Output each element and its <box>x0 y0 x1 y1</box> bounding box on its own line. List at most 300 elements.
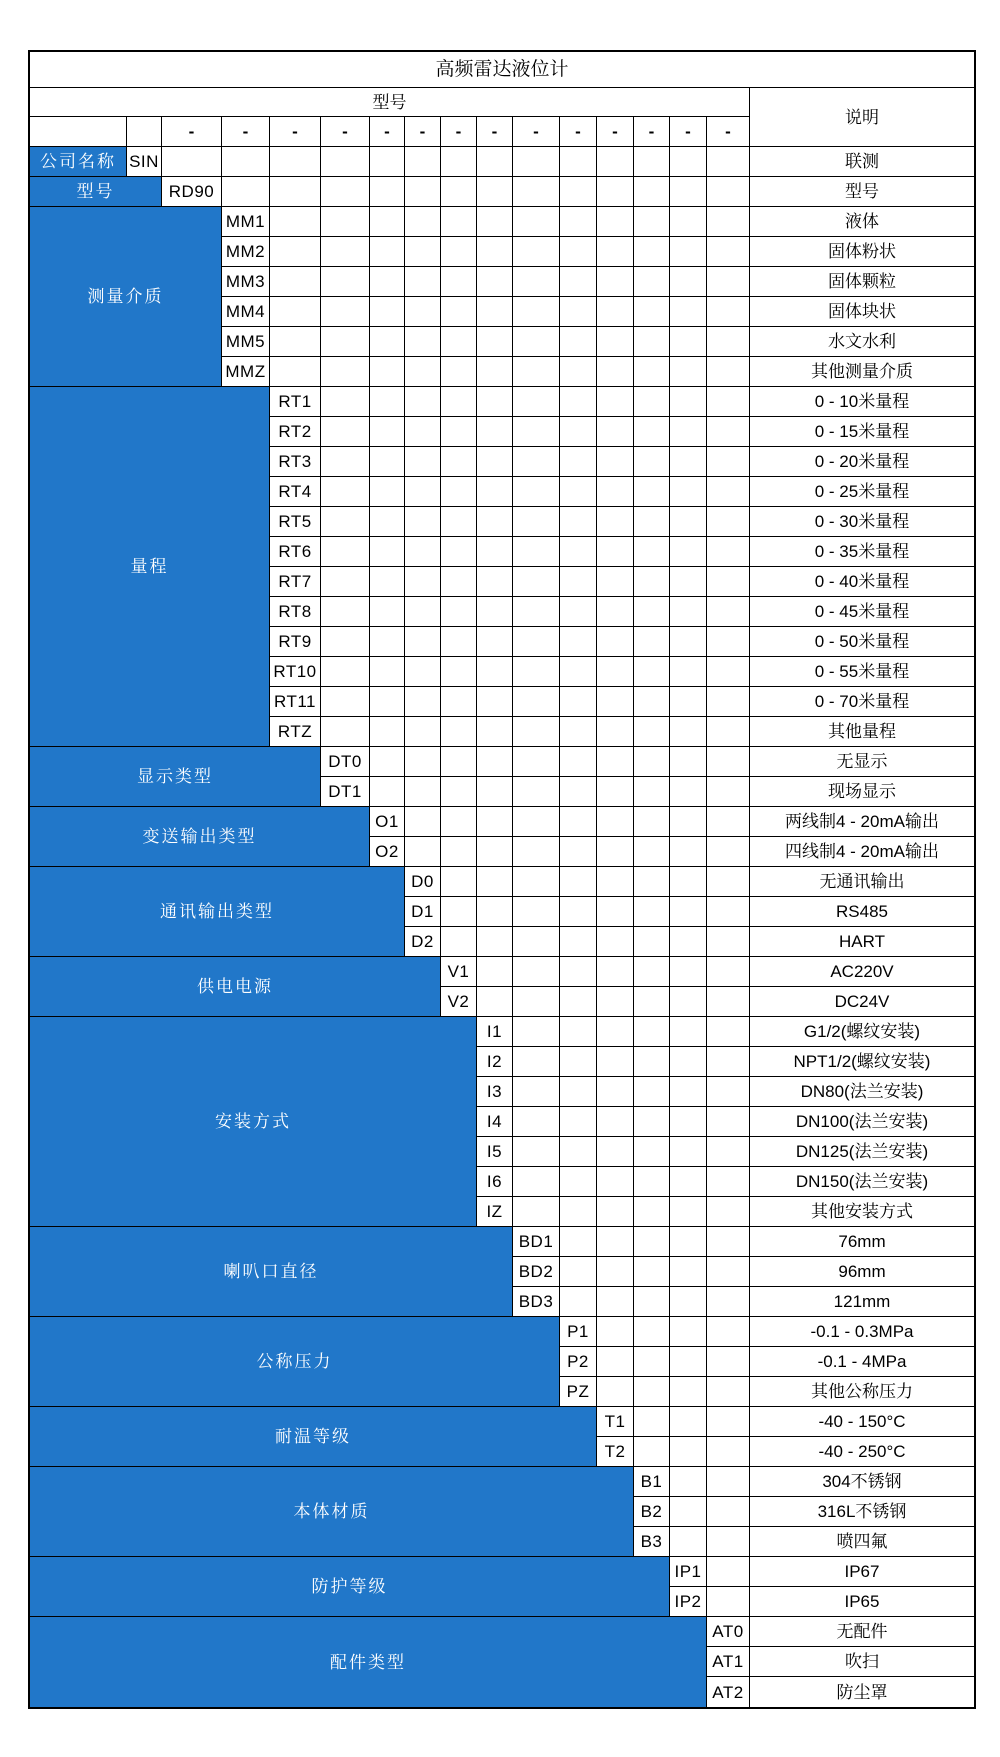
empty-grid-cell <box>560 447 597 477</box>
empty-grid-cell <box>477 717 513 747</box>
empty-grid-cell <box>477 297 513 327</box>
empty-grid-cell <box>477 807 513 837</box>
empty-grid-cell <box>634 1107 670 1137</box>
code-cell-mm1: MM1 <box>222 207 270 237</box>
empty-grid-cell <box>597 417 634 447</box>
empty-grid-cell <box>670 957 707 987</box>
empty-grid-cell <box>670 267 707 297</box>
empty-grid-cell <box>634 837 670 867</box>
empty-grid-cell <box>597 327 634 357</box>
empty-grid-cell <box>670 1047 707 1077</box>
separator-dash-cell: - <box>477 117 513 147</box>
empty-grid-cell <box>560 747 597 777</box>
code-cell-rt9: RT9 <box>270 627 321 657</box>
empty-grid-cell <box>707 1257 750 1287</box>
empty-grid-cell <box>405 417 441 447</box>
empty-grid-cell <box>321 327 370 357</box>
empty-grid-cell <box>441 777 477 807</box>
empty-grid-cell <box>597 927 634 957</box>
empty-grid-cell <box>321 357 370 387</box>
empty-grid-cell <box>321 237 370 267</box>
empty-grid-cell <box>670 1227 707 1257</box>
code-cell-ip2: IP2 <box>670 1587 707 1617</box>
empty-grid-cell <box>441 597 477 627</box>
empty-grid-cell <box>634 297 670 327</box>
section-label-accessory-type: 配件类型 <box>30 1617 707 1707</box>
empty-grid-cell <box>634 207 670 237</box>
empty-grid-cell <box>477 837 513 867</box>
section-label-temperature-rating: 耐温等级 <box>30 1407 597 1467</box>
empty-grid-cell <box>634 1167 670 1197</box>
empty-grid-cell <box>707 717 750 747</box>
code-cell-o1: O1 <box>370 807 405 837</box>
empty-grid-cell <box>707 1347 750 1377</box>
empty-grid-cell <box>634 1197 670 1227</box>
code-cell-rtz: RTZ <box>270 717 321 747</box>
empty-grid-cell <box>513 357 560 387</box>
empty-grid-cell <box>707 237 750 267</box>
empty-grid-cell <box>707 1527 750 1557</box>
code-cell-rt10: RT10 <box>270 657 321 687</box>
empty-grid-cell <box>707 867 750 897</box>
empty-grid-cell <box>321 147 370 177</box>
empty-grid-cell <box>405 657 441 687</box>
empty-grid-cell <box>670 1257 707 1287</box>
empty-grid-cell <box>405 567 441 597</box>
empty-grid-cell <box>634 1137 670 1167</box>
empty-grid-cell <box>441 717 477 747</box>
empty-grid-cell <box>321 597 370 627</box>
empty-grid-cell <box>670 207 707 237</box>
empty-grid-cell <box>670 1497 707 1527</box>
empty-grid-cell <box>370 657 405 687</box>
description-cell: AC220V <box>750 957 974 987</box>
code-cell-i4: I4 <box>477 1107 513 1137</box>
empty-grid-cell <box>441 537 477 567</box>
empty-grid-cell <box>634 387 670 417</box>
empty-grid-cell <box>634 177 670 207</box>
empty-grid-cell <box>597 1017 634 1047</box>
empty-grid-cell <box>707 1227 750 1257</box>
empty-grid-cell <box>634 777 670 807</box>
empty-grid-cell <box>707 1407 750 1437</box>
empty-grid-cell <box>560 1167 597 1197</box>
empty-grid-cell <box>707 567 750 597</box>
empty-grid-cell <box>670 327 707 357</box>
empty-grid-cell <box>513 1107 560 1137</box>
section-label-installation-type: 安装方式 <box>30 1017 477 1227</box>
empty-grid-cell <box>597 837 634 867</box>
empty-grid-cell <box>670 927 707 957</box>
empty-grid-cell <box>370 417 405 447</box>
empty-grid-cell <box>513 267 560 297</box>
empty-grid-cell <box>670 1077 707 1107</box>
empty-grid-cell <box>634 477 670 507</box>
empty-grid-cell <box>707 1557 750 1587</box>
description-cell: 两线制4 - 20mA输出 <box>750 807 974 837</box>
empty-grid-cell <box>670 147 707 177</box>
description-cell: -0.1 - 4MPa <box>750 1347 974 1377</box>
empty-grid-cell <box>405 807 441 837</box>
empty-grid-cell <box>477 957 513 987</box>
code-cell-at0: AT0 <box>707 1617 750 1647</box>
empty-grid-cell <box>597 1287 634 1317</box>
separator-dash-cell: - <box>370 117 405 147</box>
empty-grid-cell <box>560 1017 597 1047</box>
code-cell-p1: P1 <box>560 1317 597 1347</box>
empty-grid-cell <box>560 867 597 897</box>
separator-dash-cell: - <box>513 117 560 147</box>
empty-grid-cell <box>670 1107 707 1137</box>
empty-grid-cell <box>405 507 441 537</box>
description-cell: 304不锈钢 <box>750 1467 974 1497</box>
empty-grid-cell <box>321 267 370 297</box>
empty-grid-cell <box>560 1257 597 1287</box>
empty-grid-cell <box>560 1287 597 1317</box>
empty-grid-cell <box>670 1197 707 1227</box>
empty-grid-cell <box>597 567 634 597</box>
empty-grid-cell <box>670 987 707 1017</box>
empty-grid-cell <box>670 297 707 327</box>
empty-grid-cell <box>634 987 670 1017</box>
empty-grid-cell <box>560 927 597 957</box>
description-cell: DN125(法兰安装) <box>750 1137 974 1167</box>
empty-grid-cell <box>707 1497 750 1527</box>
empty-grid-cell <box>670 567 707 597</box>
code-cell-sin: SIN <box>127 147 162 177</box>
description-cell: 液体 <box>750 207 974 237</box>
empty-grid-cell <box>270 357 321 387</box>
empty-grid-cell <box>441 357 477 387</box>
empty-grid-cell <box>405 477 441 507</box>
empty-grid-cell <box>405 147 441 177</box>
empty-grid-cell <box>707 507 750 537</box>
description-cell: 其他量程 <box>750 717 974 747</box>
empty-grid-cell <box>670 687 707 717</box>
empty-grid-cell <box>670 777 707 807</box>
empty-grid-cell <box>634 687 670 717</box>
empty-grid-cell <box>477 987 513 1017</box>
code-cell-ip1: IP1 <box>670 1557 707 1587</box>
empty-grid-cell <box>370 357 405 387</box>
code-cell-pz: PZ <box>560 1377 597 1407</box>
code-cell-t2: T2 <box>597 1437 634 1467</box>
empty-grid-cell <box>670 1407 707 1437</box>
empty-grid-cell <box>597 777 634 807</box>
empty-grid-cell <box>477 777 513 807</box>
empty-grid-cell <box>513 1077 560 1107</box>
empty-grid-cell <box>321 657 370 687</box>
empty-grid-cell <box>560 207 597 237</box>
empty-grid-cell <box>560 597 597 627</box>
empty-grid-cell <box>560 897 597 927</box>
empty-grid-cell <box>634 1227 670 1257</box>
empty-grid-cell <box>707 807 750 837</box>
empty-grid-cell <box>634 357 670 387</box>
empty-grid-cell <box>370 627 405 657</box>
description-cell: 喷四氟 <box>750 1527 974 1557</box>
empty-grid-cell <box>597 657 634 687</box>
empty-grid-cell <box>707 417 750 447</box>
section-label-horn-diameter: 喇叭口直径 <box>30 1227 513 1317</box>
empty-grid-cell <box>560 687 597 717</box>
empty-grid-cell <box>707 597 750 627</box>
empty-grid-cell <box>597 597 634 627</box>
empty-grid-cell <box>441 657 477 687</box>
empty-grid-cell <box>441 447 477 477</box>
table-title: 高频雷达液位计 <box>30 52 974 88</box>
empty-grid-cell <box>597 147 634 177</box>
empty-grid-cell <box>597 867 634 897</box>
empty-grid-cell <box>270 297 321 327</box>
empty-grid-cell <box>513 807 560 837</box>
empty-grid-cell <box>405 357 441 387</box>
empty-grid-cell <box>634 1047 670 1077</box>
empty-grid-cell <box>634 1017 670 1047</box>
empty-grid-cell <box>634 957 670 987</box>
empty-grid-cell <box>477 687 513 717</box>
empty-grid-cell <box>670 657 707 687</box>
empty-grid-cell <box>441 567 477 597</box>
empty-grid-cell <box>477 897 513 927</box>
empty-grid-cell <box>707 627 750 657</box>
empty-grid-cell <box>560 657 597 687</box>
empty-grid-cell <box>670 477 707 507</box>
code-cell-rt6: RT6 <box>270 537 321 567</box>
empty-grid-cell <box>370 237 405 267</box>
empty-grid-cell <box>597 1257 634 1287</box>
empty-grid-cell <box>321 627 370 657</box>
empty-grid-cell <box>707 1077 750 1107</box>
empty-grid-cell <box>405 597 441 627</box>
code-cell-i3: I3 <box>477 1077 513 1107</box>
code-cell-t1: T1 <box>597 1407 634 1437</box>
empty-grid-cell <box>441 807 477 837</box>
description-cell: 0 - 15米量程 <box>750 417 974 447</box>
separator-empty-cell <box>127 117 162 147</box>
code-cell-b1: B1 <box>634 1467 670 1497</box>
empty-grid-cell <box>670 507 707 537</box>
empty-grid-cell <box>321 387 370 417</box>
description-cell: 现场显示 <box>750 777 974 807</box>
description-cell: -0.1 - 0.3MPa <box>750 1317 974 1347</box>
empty-grid-cell <box>321 177 370 207</box>
empty-grid-cell <box>370 387 405 417</box>
description-cell: RS485 <box>750 897 974 927</box>
empty-grid-cell <box>477 357 513 387</box>
description-cell: 无通讯输出 <box>750 867 974 897</box>
empty-grid-cell <box>670 387 707 417</box>
empty-grid-cell <box>634 1257 670 1287</box>
empty-grid-cell <box>513 327 560 357</box>
empty-grid-cell <box>321 417 370 447</box>
empty-grid-cell <box>670 837 707 867</box>
empty-grid-cell <box>634 867 670 897</box>
description-cell: 0 - 45米量程 <box>750 597 974 627</box>
empty-grid-cell <box>560 1197 597 1227</box>
empty-grid-cell <box>597 747 634 777</box>
empty-grid-cell <box>513 1197 560 1227</box>
empty-grid-cell <box>560 267 597 297</box>
description-header: 说明 <box>750 88 974 147</box>
empty-grid-cell <box>477 507 513 537</box>
empty-grid-cell <box>513 597 560 627</box>
code-cell-at2: AT2 <box>707 1677 750 1707</box>
empty-grid-cell <box>597 1167 634 1197</box>
empty-grid-cell <box>513 477 560 507</box>
empty-grid-cell <box>670 1017 707 1047</box>
code-cell-b3: B3 <box>634 1527 670 1557</box>
empty-grid-cell <box>670 1377 707 1407</box>
empty-grid-cell <box>597 1077 634 1107</box>
description-cell: 121mm <box>750 1287 974 1317</box>
empty-grid-cell <box>670 237 707 267</box>
code-cell-i6: I6 <box>477 1167 513 1197</box>
code-cell-rd90: RD90 <box>162 177 222 207</box>
code-cell-bd2: BD2 <box>513 1257 560 1287</box>
empty-grid-cell <box>370 297 405 327</box>
empty-grid-cell <box>597 687 634 717</box>
empty-grid-cell <box>513 627 560 657</box>
empty-grid-cell <box>513 867 560 897</box>
empty-grid-cell <box>441 387 477 417</box>
empty-grid-cell <box>222 177 270 207</box>
empty-grid-cell <box>597 1227 634 1257</box>
empty-grid-cell <box>270 237 321 267</box>
empty-grid-cell <box>513 1137 560 1167</box>
empty-grid-cell <box>270 327 321 357</box>
code-cell-mm4: MM4 <box>222 297 270 327</box>
code-cell-i5: I5 <box>477 1137 513 1167</box>
empty-grid-cell <box>513 1047 560 1077</box>
description-cell: DN150(法兰安装) <box>750 1167 974 1197</box>
empty-grid-cell <box>707 1017 750 1047</box>
code-cell-b2: B2 <box>634 1497 670 1527</box>
description-cell: NPT1/2(螺纹安装) <box>750 1047 974 1077</box>
empty-grid-cell <box>477 327 513 357</box>
empty-grid-cell <box>560 327 597 357</box>
empty-grid-cell <box>477 927 513 957</box>
empty-grid-cell <box>670 717 707 747</box>
empty-grid-cell <box>634 1077 670 1107</box>
empty-grid-cell <box>707 177 750 207</box>
empty-grid-cell <box>560 357 597 387</box>
empty-grid-cell <box>597 1197 634 1227</box>
empty-grid-cell <box>560 567 597 597</box>
empty-grid-cell <box>222 147 270 177</box>
empty-grid-cell <box>707 327 750 357</box>
description-cell: 316L不锈钢 <box>750 1497 974 1527</box>
section-label-display-type: 显示类型 <box>30 747 321 807</box>
empty-grid-cell <box>634 537 670 567</box>
description-cell: 96mm <box>750 1257 974 1287</box>
empty-grid-cell <box>634 567 670 597</box>
empty-grid-cell <box>321 447 370 477</box>
empty-grid-cell <box>560 1107 597 1137</box>
empty-grid-cell <box>634 1407 670 1437</box>
empty-grid-cell <box>597 237 634 267</box>
description-cell: HART <box>750 927 974 957</box>
empty-grid-cell <box>477 387 513 417</box>
empty-grid-cell <box>597 1317 634 1347</box>
code-cell-bd3: BD3 <box>513 1287 560 1317</box>
empty-grid-cell <box>477 537 513 567</box>
empty-grid-cell <box>370 687 405 717</box>
empty-grid-cell <box>513 417 560 447</box>
empty-grid-cell <box>670 1137 707 1167</box>
empty-grid-cell <box>707 1587 750 1617</box>
empty-grid-cell <box>441 897 477 927</box>
code-cell-p2: P2 <box>560 1347 597 1377</box>
empty-grid-cell <box>405 267 441 297</box>
empty-grid-cell <box>670 447 707 477</box>
empty-grid-cell <box>634 747 670 777</box>
empty-grid-cell <box>405 237 441 267</box>
separator-empty-cell <box>30 117 127 147</box>
empty-grid-cell <box>634 657 670 687</box>
empty-grid-cell <box>477 207 513 237</box>
empty-grid-cell <box>560 177 597 207</box>
description-cell: 0 - 35米量程 <box>750 537 974 567</box>
empty-grid-cell <box>560 237 597 267</box>
empty-grid-cell <box>560 1137 597 1167</box>
empty-grid-cell <box>477 267 513 297</box>
empty-grid-cell <box>670 357 707 387</box>
empty-grid-cell <box>560 777 597 807</box>
empty-grid-cell <box>634 597 670 627</box>
empty-grid-cell <box>597 1107 634 1137</box>
empty-grid-cell <box>707 447 750 477</box>
empty-grid-cell <box>560 147 597 177</box>
description-cell: 吹扫 <box>750 1647 974 1677</box>
code-cell-mmz: MMZ <box>222 357 270 387</box>
model-number-header: 型号 <box>30 88 750 117</box>
description-cell: 0 - 10米量程 <box>750 387 974 417</box>
empty-grid-cell <box>707 657 750 687</box>
description-cell: 固体块状 <box>750 297 974 327</box>
empty-grid-cell <box>513 1167 560 1197</box>
empty-grid-cell <box>513 987 560 1017</box>
code-cell-dt1: DT1 <box>321 777 370 807</box>
empty-grid-cell <box>441 507 477 537</box>
empty-grid-cell <box>597 207 634 237</box>
empty-grid-cell <box>441 327 477 357</box>
empty-grid-cell <box>670 537 707 567</box>
empty-grid-cell <box>370 537 405 567</box>
empty-grid-cell <box>405 387 441 417</box>
empty-grid-cell <box>370 567 405 597</box>
empty-grid-cell <box>441 177 477 207</box>
section-label-model: 型号 <box>30 177 162 207</box>
empty-grid-cell <box>707 1287 750 1317</box>
empty-grid-cell <box>707 147 750 177</box>
section-label-transmitter-output-type: 变送输出类型 <box>30 807 370 867</box>
empty-grid-cell <box>670 1347 707 1377</box>
empty-grid-cell <box>634 627 670 657</box>
empty-grid-cell <box>707 1137 750 1167</box>
empty-grid-cell <box>513 897 560 927</box>
empty-grid-cell <box>597 627 634 657</box>
empty-grid-cell <box>707 1467 750 1497</box>
empty-grid-cell <box>560 717 597 747</box>
empty-grid-cell <box>441 927 477 957</box>
empty-grid-cell <box>597 177 634 207</box>
empty-grid-cell <box>513 777 560 807</box>
separator-dash-cell: - <box>405 117 441 147</box>
code-cell-rt7: RT7 <box>270 567 321 597</box>
empty-grid-cell <box>560 627 597 657</box>
empty-grid-cell <box>477 747 513 777</box>
